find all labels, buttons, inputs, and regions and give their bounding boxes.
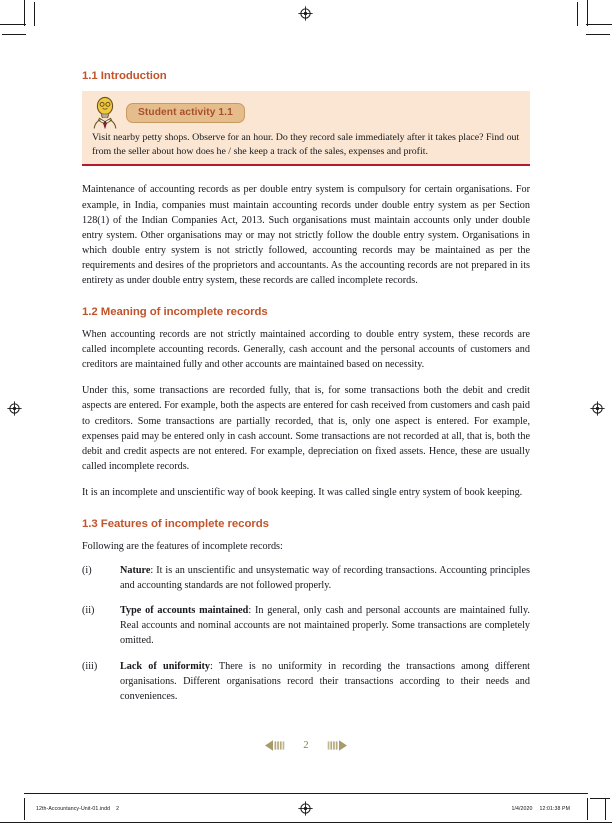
- features-list: [82, 563, 530, 704]
- list-item: [82, 563, 530, 593]
- list-item-text: [120, 603, 530, 648]
- student-activity-box: [82, 91, 530, 166]
- student-activity-header: [90, 97, 522, 129]
- page-number-ornament: [0, 739, 612, 752]
- list-item-marker: (iii): [82, 660, 98, 672]
- footer-file-info: [24, 806, 119, 812]
- list-item: [82, 603, 530, 648]
- list-item-body: : There is no uniformity in recording the transactions among different organisations. Different organisations record their transactions according to their needs and conveniences.: [120, 660, 530, 702]
- section-heading-introduction: 1.1 Introduction: [82, 70, 167, 82]
- footer-file-name: 12th-Accountancy-Unit-01.indd: [36, 806, 111, 812]
- crop-mark-top-left-horizontal: [0, 24, 26, 25]
- list-item-text: [120, 563, 530, 593]
- crop-mark-top-right-horizontal-2: [586, 34, 610, 35]
- list-item-body: : In general, only cash and personal accounts are maintained fully. Real accounts and nominal accounts are not maintained properly. Some transactions are completely omitted.: [120, 605, 530, 647]
- registration-target-icon-top: [298, 6, 313, 21]
- list-item: [82, 659, 530, 704]
- section-heading-features: 1.3 Features of incomplete records: [82, 518, 269, 530]
- page-number: 2: [303, 739, 309, 752]
- registration-target-icon-right: [590, 401, 605, 416]
- meaning-paragraph-2: Under this, some transactions are recorded fully, that is, for some transactions both the debit and credit aspects are entered. For example, both the aspects are entered for cash received from customers and cash paid to creditors. Some transactions are partially recorded, that is, only one aspect is entered. For example, expenses paid may be entered only in cash account. Some transactions are not recorded at all, that is, both the debit and credit aspects are not entered. For example, depreciation on fixed assets. Hence, these are usually called incomplete records.: [82, 385, 530, 472]
- crop-mark-top-left-horizontal-2: [2, 34, 26, 35]
- list-item-text: [120, 659, 530, 704]
- lightbulb-person-icon: [90, 95, 120, 129]
- footer-file-page: 2: [116, 806, 120, 812]
- crop-mark-top-right-horizontal: [586, 24, 612, 25]
- intro-paragraph: Maintenance of accounting records as per double entry system is compulsory for certain organisations. For example, in India, companies must maintain accounting records under double entry system as per Section 128(1) of the Indian Companies Act, 2013. Such organisations must maintain accounts only under double entry system. Other organisations may or may not strictly follow the double entry system. Organisations in which double entry system is not strictly followed, accounting records may be maintained as per the requirements and desires of the proprietors and accountants. As the accounting records are not prepared in its entirety as under double entry system, these records are called incomplete records.: [82, 184, 530, 286]
- list-item-marker: (ii): [82, 605, 95, 617]
- student-activity-pill-label: Student activity 1.1: [126, 103, 245, 122]
- crop-mark-top-right-vertical-2: [577, 2, 578, 26]
- right-arrow-ornament-icon: [318, 739, 348, 752]
- student-activity-instructions: Visit nearby petty shops. Observe for an hour. Do they record sale immediately after it takes place? Find out from the seller about how does he / she keep a track of the sales, expenses and profit.: [92, 132, 520, 158]
- footer-timestamp: [511, 806, 588, 812]
- list-item-term: Nature: [120, 565, 151, 577]
- footer-tick-right-outer: [605, 798, 606, 820]
- meaning-paragraph-1: When accounting records are not strictly maintained according to double entry system, these records are called incomplete accounting records. Generally, cash account and the personal accounts of customers and creditors are maintained fully and other accounts are maintained based on necessity.: [82, 329, 530, 371]
- list-item-marker: (i): [82, 565, 92, 577]
- footer-time: 12:01:38 PM: [539, 806, 570, 812]
- list-item-body: : It is an unscientific and unsystematic way of recording transactions. Accounting principles and accounting standards are not followed properly.: [120, 565, 530, 592]
- crop-mark-top-left-vertical-2: [34, 2, 35, 26]
- list-item-term: Type of accounts maintained: [120, 605, 249, 617]
- page-content: [82, 70, 530, 714]
- list-item-term: Lack of uniformity: [120, 660, 211, 672]
- meaning-paragraph-3: It is an incomplete and unscientific way of book keeping. It was called single entry system of book keeping.: [82, 486, 523, 498]
- features-intro-line: Following are the features of incomplete records:: [82, 541, 283, 552]
- crop-mark-top-right-vertical: [587, 0, 588, 26]
- footer-rule-top: [24, 793, 588, 794]
- footer-tick-right-top: [590, 798, 610, 799]
- registration-target-icon-left: [7, 401, 22, 416]
- left-arrow-ornament-icon: [264, 739, 294, 752]
- section-heading-meaning: 1.2 Meaning of incomplete records: [82, 306, 268, 319]
- footer-date: 1/4/2020: [511, 806, 533, 812]
- crop-mark-top-left-vertical: [24, 0, 25, 26]
- print-footer-strip: [24, 801, 588, 817]
